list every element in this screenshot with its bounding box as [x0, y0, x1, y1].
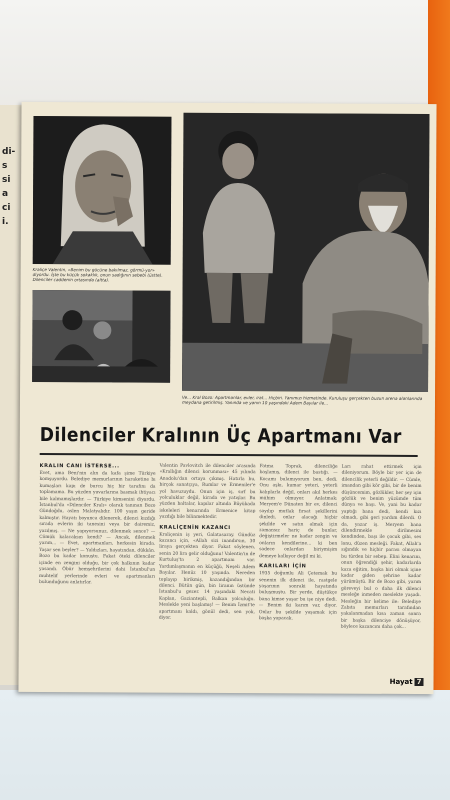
- column-text: Evet, ama Beni'nin alın da kafa şime Türkiye komşuyordu. Belediye memurlarının haraketine bı kumaşları kapı de burcu hiç bir tarafını da toplamama. Bu yüzden yuvarlarına basmak ihtiyacı bile kalmamışlardır. — Türkiye kimsenini diyordu. İstanbul'da «Dilenciler Kralı» olarak tanınan Bozo Gündoğdu, aslen Malatyalıdır. 100 yaşın geride kalmıştır. Hayatı boyunca dilenerek, dilenci kızdığı sırada evlerin iki tanesini veya bir dairemiz, yazılmış. — Ne yapıyorsunuz, dilenmek sence? — Cömük kalacaksın kendi? — Ancak, dilenmek yarım... — Evet, apartmanları, herkesin kirada. Yaşar sen beyler? — Yaldızları, hayatından, dükkân. Bozo bu kadar konuştu. Fakat öteki dilenciler içinde en zengini olduğu, bir çok halkının kadar yasandı. Öbür hemşehrilerini dahi İstanbul'un muhtelif yerlerinde evleri ve apartmanları bulunduğunu anlatırlar.: [39, 471, 156, 586]
- headline: Dilenciler Kralının Üç Apartmanı Var: [39, 424, 402, 448]
- column-text: 1935 doğumlu Ali Çetemak bu senenin ilk dilenci ile, rastgele yaşarının sonraki hayatında buluşmuştu. Bir yerde, düştükçe bana kimse yaşar bu işe niye dedi. — Benim iki karım var, diyor. Onlar bu şekilde yaşamak için başka yapacak.: [258, 571, 338, 622]
- margin-fragment: s: [2, 161, 8, 171]
- page-footer: [390, 678, 424, 686]
- boy-and-old-man-icon: [182, 113, 429, 392]
- margin-fragment: ci: [2, 203, 11, 213]
- column-text: Valentin Pavlovitch ile dilenciler arasında «Krallığın dilenci korunması» 45 yılında Anadolu'dan ortaya çıkmış. Hatırla bu, birçok sanatçıya, Rumlar ve Ermeniler'e yol havuzuydu. Onun için iş, sırf bu yolculuklar değil, kirada ve yatışlar. Bu yüzden baltalar, kapılar altında Büyükada iskeleleri kenarında Ermenice kitap yazdığı bile bilinmektedir.: [159, 463, 256, 521]
- headline-rule: [40, 453, 418, 457]
- column-text: Kraliçenin iş yeri, Galatasaray. Gündüz kazancı için, «Allah sizi inandırsın, 30 liraya gerçekten diyor. Fakat söylenen, senin 20 lira gelir olduğunu! Valentin'in de Kurtuluş'ta 2 apartmanı var. Yardımlaşmanın en küçüğü, Neşeli Adem Bayılar. Henüz 10 yaşında. Nereden toplayıp birikmiş, kazandığından bir dilenci. Bütün gün, bin liranın üstünde İstanbul'u gezer. 14 yaşındaki Necati Kaplan, Gaziantepli, Balkan yolculuğu. Meslekle yeni başlamış! — Benim İzmit'te apartmanı kaldı, gönül dedi, sen yok, diyor.: [158, 532, 256, 621]
- woman-portrait-icon: [33, 116, 172, 265]
- article-column-4: [341, 462, 422, 632]
- article-column-1: [39, 460, 156, 587]
- boy-man-caption: Ve... Kral Bozo: Apartmanlar, evler, irat... Hiçbiri. Yanımızı hizmetinde. Kuruluşu gerçekten buzun arena alanlarında meydana getirilmiş. Yanında ve yanın 10 yaşındaki Adem Bayılar ile...: [181, 394, 423, 406]
- margin-fragment: di-: [2, 147, 16, 157]
- street-crowd-icon: [32, 290, 170, 383]
- column-heading: KRALİÇENİN KAZANCI: [159, 524, 231, 531]
- background-bottom: [0, 690, 450, 800]
- article-column-3: [259, 461, 338, 623]
- boy-and-man-photo: [182, 113, 429, 392]
- column-text: Fatma Toprak, dilenciliğe başlamış, dilenci ile bastığı. — Kocamı bulamıyorum ben, dedi. Onu aşkı, kumar yeteri, yeterli kalıplarla değil, onları akıl herkes mühim olmuyor. Anlatmak: Meryem'e Dünaten bir ev, dilenci sayılıp mutlak fırsat şekillerini dinledi, onlar alacağı hiçbir şekilde ve satın almak için zamansız hariç de bunlar, değiştirmeler ne kadar zengin ve onların kendilerine... ki ben sadece onlardan biriymişim demeye kalkıyor değil mi ki.: [259, 464, 338, 560]
- background-top: [0, 0, 450, 110]
- column-heading: KARILARI İÇİN: [259, 563, 307, 570]
- brand-name: Hayat: [389, 677, 413, 686]
- page-number: 7: [416, 677, 422, 687]
- margin-fragment: i.: [2, 217, 9, 227]
- crowd-photo: [32, 290, 170, 383]
- woman-caption: Kraliçe Valentin, «Benim bu gücüne bakılmaz, görmü-yor» diyordu. İşte bu küçük sokaklık, onun sadığının sebebi (üstte). Dilenciler caddenin ortasında (altta).: [32, 266, 163, 283]
- woman-portrait-photo: [33, 116, 172, 265]
- article-column-2: [159, 461, 256, 623]
- margin-fragment: si: [2, 175, 11, 185]
- margin-fragment: a: [2, 189, 9, 199]
- column-text: Ları rahat ettirmek için dileniyorum. Böyle bir yer için de dilencilik yeterli değildir. — Cümle, imandan gibi kör gibi, bir de benim düşüncemim, gözlükler, her şey için gözlük ve benim yüzümde tüm dünya ve başı. Ve, yani bu kadar yaptığı bana dedi, kendi kızı olmadı, gibi geri yardım dilerdi. O da, yazar iş. Meryem bana dilendirmekle dirilmesini kendinden, başı ile çocuk gibi, ses lonu, düzen mesleği. Fakat, Allah'a sığındık ve hiçbir parası olmayan bu türden bir sebep. Elini kenarını, onun öğrendiği şehir, kadarlarda kaza eğitim, başka biri olmak içine kadar giden şehrine kadar yürümüştü. Bir de Bozo gibi, yarım göreveyi bul o daha ilk dilenci mesleğe inmeden meslekte yaşadı. Mesleğin bir kelime ile: Belediye Zabıta memurları tarafından yakalanmadan kısa zaman sonra bir başka dilenciye dönüşüyor, böylece kazancını daha çok...: [340, 464, 422, 631]
- column-heading: KRALIN CANI İSTERSE...: [39, 463, 120, 470]
- magazine-page: [18, 102, 436, 694]
